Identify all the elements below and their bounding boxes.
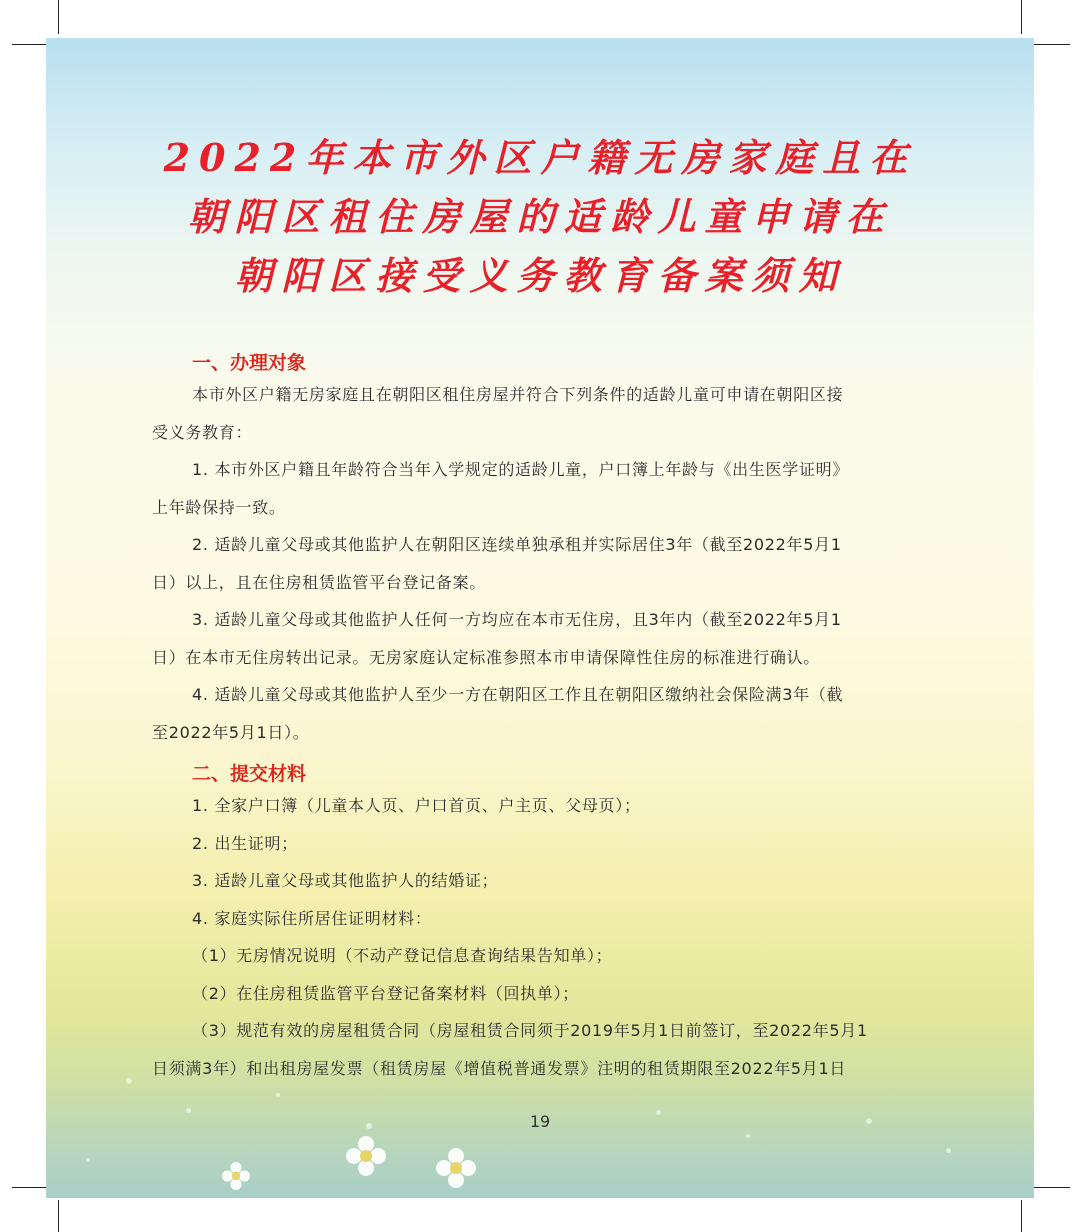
paragraph-line: 日须满3年）和出租房屋发票（租赁房屋《增值税普通发票》注明的租赁期限至2022年5月1日 bbox=[152, 1058, 847, 1078]
crop-mark-bottom-left-h bbox=[12, 1187, 48, 1188]
title-line: 朝阳区接受义务教育备案须知 bbox=[234, 253, 846, 298]
paragraph-line: 至2022年5月1日）。 bbox=[152, 722, 310, 742]
paragraph-line: 1. 本市外区户籍且年龄符合当年入学规定的适龄儿童，户口簿上年龄与《出生医学证明》 bbox=[192, 460, 850, 479]
document-title bbox=[46, 128, 1034, 305]
section1-item-3 bbox=[152, 601, 932, 676]
material-item-lease bbox=[152, 1012, 932, 1087]
paragraph-line: 4. 适龄儿童父母或其他监护人至少一方在朝阳区工作且在朝阳区缴纳社会保险满3年（截 bbox=[192, 685, 844, 704]
title-line: 2022年本市外区户籍无房家庭且在 bbox=[163, 135, 917, 180]
material-item: 3. 适龄儿童父母或其他监护人的结婚证； bbox=[192, 871, 499, 890]
paragraph-line: （3）规范有效的房屋租赁合同（房屋租赁合同须于2019年5月1日前签订，至2022年5月1 bbox=[192, 1021, 868, 1040]
material-item: （2）在住房租赁监管平台登记备案材料（回执单）； bbox=[192, 983, 579, 1003]
bokeh-dot bbox=[86, 1158, 90, 1162]
section1-item-2 bbox=[152, 526, 932, 601]
section1-intro bbox=[152, 376, 932, 451]
crop-mark-bottom-left-v bbox=[58, 1200, 59, 1232]
paragraph-line: 上年龄保持一致。 bbox=[152, 497, 286, 517]
crop-mark-top-right-v bbox=[1021, 0, 1022, 34]
title-line: 朝阳区租住房屋的适龄儿童申请在 bbox=[187, 194, 893, 239]
paragraph-line: 3. 适龄儿童父母或其他监护人任何一方均应在本市无住房，且3年内（截至2022年5月1 bbox=[192, 610, 842, 629]
flower-icon bbox=[436, 1148, 476, 1188]
crop-mark-bottom-right-v bbox=[1021, 1200, 1022, 1232]
flower-icon bbox=[222, 1162, 250, 1190]
document-body bbox=[152, 350, 932, 1087]
crop-mark-top-left-v bbox=[58, 0, 59, 34]
paragraph-line: 本市外区户籍无房家庭且在朝阳区租住房屋并符合下列条件的适龄儿童可申请在朝阳区接 bbox=[192, 385, 844, 404]
flower-icon bbox=[346, 1136, 386, 1176]
bokeh-dot bbox=[276, 1093, 280, 1097]
section-heading-applicants: 一、办理对象 bbox=[192, 352, 307, 374]
section1-item-1 bbox=[152, 451, 932, 526]
section1-item-4 bbox=[152, 676, 932, 751]
paragraph-line: 日）以上，且在住房租赁监管平台登记备案。 bbox=[152, 572, 487, 592]
bokeh-dot bbox=[946, 1148, 951, 1153]
section-heading-materials: 二、提交材料 bbox=[192, 763, 307, 785]
paragraph-line: 日）在本市无住房转出记录。无房家庭认定标准参照本市申请保障性住房的标准进行确认。 bbox=[152, 647, 821, 667]
bokeh-dot bbox=[126, 1078, 132, 1084]
crop-mark-bottom-right-h bbox=[1034, 1187, 1070, 1188]
crop-mark-top-right-h bbox=[1034, 44, 1070, 45]
page-number: 19 bbox=[529, 1112, 551, 1131]
bokeh-dot bbox=[746, 1134, 750, 1138]
crop-mark-top-left-h bbox=[12, 44, 48, 45]
material-item: （1）无房情况说明（不动产登记信息查询结果告知单）； bbox=[192, 946, 613, 965]
material-item: 4. 家庭实际住所居住证明材料： bbox=[192, 908, 432, 928]
material-item: 2. 出生证明； bbox=[192, 833, 298, 853]
material-item: 1. 全家户口簿（儿童本人页、户口首页、户主页、父母页）； bbox=[192, 796, 641, 815]
paragraph-line: 2. 适龄儿童父母或其他监护人在朝阳区连续单独承租并实际居住3年（截至2022年5月1 bbox=[192, 535, 842, 554]
paragraph-line: 受义务教育： bbox=[152, 422, 253, 442]
